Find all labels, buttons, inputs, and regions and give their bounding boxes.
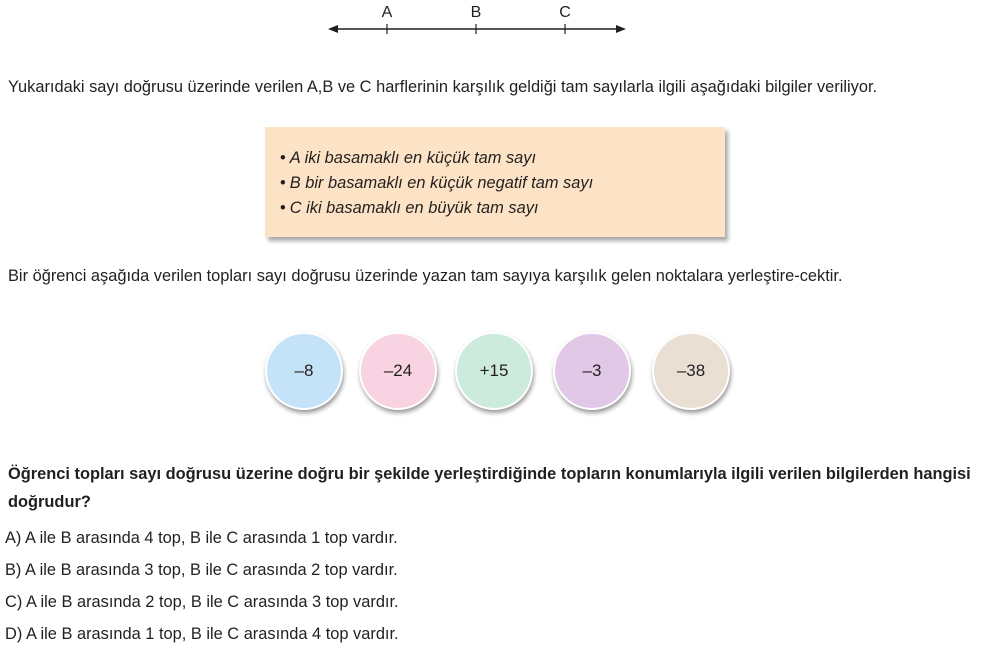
ball — [553, 332, 631, 410]
balls-row — [0, 332, 993, 412]
number-line — [320, 0, 640, 44]
tick-label-b: B — [470, 4, 482, 21]
option-a[interactable]: A) A ile B arasında 4 top, B ile C arasında 1 top vardır. — [5, 529, 398, 547]
ball-label: –38 — [676, 361, 706, 380]
ball — [652, 332, 730, 410]
info-box — [265, 127, 725, 237]
intro-text: Yukarıdaki sayı doğrusu üzerinde verilen A,B ve C harflerinin karşılık geldiği tam sayılarla ilgili aşağıdaki bilgiler veriliyor. — [8, 78, 878, 96]
info-item: • B bir basamaklı en küçük negatif tam sayı — [280, 171, 725, 196]
info-item: • C iki basamaklı en büyük tam sayı — [280, 196, 725, 221]
ball-label: –3 — [582, 361, 602, 380]
right-arrow-icon — [616, 25, 626, 33]
question-text: Öğrenci topları sayı doğrusu üzerine doğru bir şekilde yerleştirdiğinde topların konumlarıyla ilgili verilen bilgilerden hangisi doğrudur? — [8, 465, 971, 511]
answer-options — [5, 522, 399, 650]
info-item: • A iki basamaklı en küçük tam sayı — [280, 146, 725, 171]
ball — [455, 332, 533, 410]
ball-label: –8 — [294, 361, 314, 380]
ball — [265, 332, 343, 410]
task-text: Bir öğrenci aşağıda verilen topları sayı doğrusu üzerinde yazan tam sayıya karşılık gelen noktalara yerleştire-cektir. — [8, 267, 843, 285]
ball — [359, 332, 437, 410]
option-c[interactable]: C) A ile B arasında 2 top, B ile C arasında 3 top vardır. — [5, 593, 399, 611]
tick-label-c: C — [559, 4, 571, 21]
tick-label-a: A — [381, 4, 393, 21]
ball-label: +15 — [479, 361, 509, 380]
ball-label: –24 — [383, 361, 413, 380]
option-b[interactable]: B) A ile B arasında 3 top, B ile C arasında 2 top vardır. — [5, 561, 398, 579]
left-arrow-icon — [328, 25, 338, 33]
option-d[interactable]: D) A ile B arasında 1 top, B ile C arasında 4 top vardır. — [5, 625, 399, 643]
